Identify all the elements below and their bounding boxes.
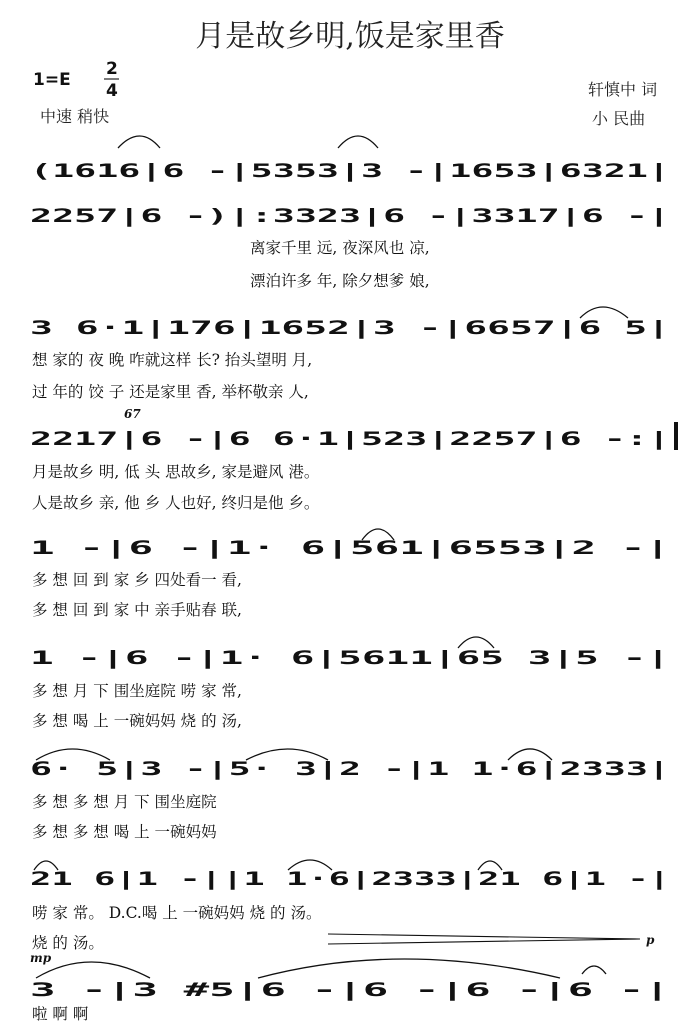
lyric-line-1: 多 想 回 到 家 乡 四处看一 看, — [32, 571, 242, 589]
lyric-line-2: 多 想 回 到 家 中 亲手贴春 联, — [32, 601, 242, 619]
notes-line: 2217|6 -|6 6·1|523|2257|6 -:| — [30, 428, 670, 450]
lyric-line-2: 漂泊许多 年, 除夕想爹 娘, — [250, 272, 430, 290]
time-signature-bottom: 4 — [106, 81, 118, 101]
slur — [338, 136, 378, 148]
notes-line: (1616|6 -|5353|3 -|1653|6321| — [30, 160, 670, 182]
lyric-line-1: 离家千里 远, 夜深风也 凉, — [250, 239, 430, 257]
lyric-line-2: 烧 的 汤。 — [32, 934, 104, 952]
lyric-line-2: 多 想 喝 上 一碗妈妈 烧 的 汤, — [32, 712, 242, 730]
notes-line: 21 6|1 -||1 1·6|2333|21 6|1 -| — [30, 868, 670, 890]
lyric-line-1: 想 家的 夜 晚 咋就这样 长? 抬头望明 月, — [32, 351, 313, 369]
score-system-8 — [30, 860, 670, 965]
score-system-3 — [30, 307, 670, 401]
tempo-marking: 中速 稍快 — [40, 107, 110, 126]
score-system-4 — [30, 407, 676, 512]
fermata-arc — [582, 966, 606, 974]
score-system-1 — [30, 136, 670, 182]
score-system-5 — [30, 529, 670, 619]
grace-notes: 67 — [124, 407, 141, 421]
dynamic-mezzo-piano: mp — [30, 951, 52, 965]
score-system-2 — [30, 205, 670, 290]
song-title: 月是故乡明,饭是家里香 — [195, 19, 505, 54]
lyricist-credit: 轩慎中 词 — [588, 80, 658, 99]
dynamic-piano: p — [646, 933, 655, 947]
notes-line: 1 -|6 -|1· 6|5611|65 3|5 -| — [30, 647, 670, 669]
score-system-9 — [30, 959, 670, 1021]
key-signature: 1=E — [33, 70, 71, 90]
lyric-line-2: 多 想 多 想 喝 上 一碗妈妈 — [32, 823, 217, 841]
lyric-line-1: 月是故乡 明, 低 头 思故乡, 家是避风 港。 — [32, 463, 320, 481]
lyric-line-1: 唠 家 常。 D.C.喝 上 一碗妈妈 烧 的 汤。 — [32, 904, 322, 922]
lyric-line-1: 多 想 月 下 围坐庭院 唠 家 常, — [32, 682, 242, 700]
slur — [118, 136, 160, 148]
lyric-line-1: 啦 啊 啊 — [32, 1005, 89, 1021]
score-system-7 — [30, 749, 670, 841]
diminuendo-hairpin-lower — [328, 939, 640, 944]
notes-line: 6· 5|3 -|5· 3|2 -|1 1·6|2333| — [30, 758, 670, 780]
notes-line: 3 -|3 #5|6 -|6 -|6 -|6 -| — [30, 979, 670, 1001]
slur — [36, 962, 150, 978]
notes-line: 2257|6 -)|:3323|6 -|3317|6 -| — [30, 205, 670, 227]
lyric-line-2: 过 年的 饺 子 还是家里 香, 举杯敬亲 人, — [32, 383, 309, 401]
lyric-line-2: 人是故乡 亲, 他 乡 人也好, 终归是他 乡。 — [32, 494, 320, 512]
score-system-6 — [30, 637, 670, 730]
time-signature-top: 2 — [106, 59, 118, 79]
notes-line: 3 6·1|176|1652|3 -|6657|6 5| — [30, 317, 670, 339]
diminuendo-hairpin-upper — [328, 934, 640, 939]
notes-line: 1 -|6 -|1· 6|561|6553|2 -| — [30, 537, 670, 559]
lyric-line-1: 多 想 多 想 月 下 围坐庭院 — [32, 793, 217, 811]
slur — [258, 959, 560, 978]
composer-credit: 小 民曲 — [592, 109, 646, 128]
